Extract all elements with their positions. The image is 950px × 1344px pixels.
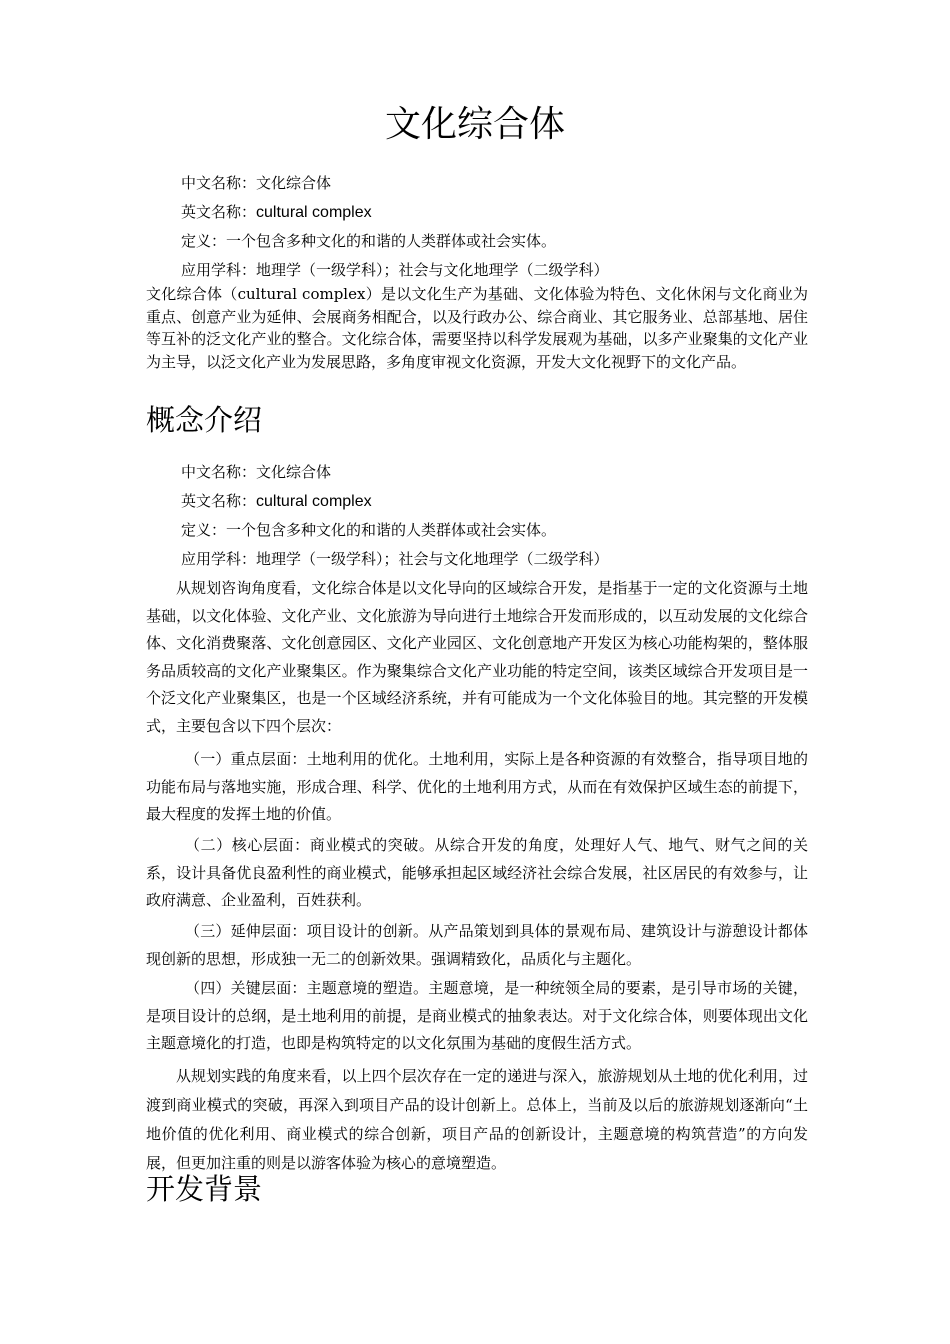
discipline-value: 地理学（一级学科）；社会与文化地理学（二级学科）	[256, 550, 609, 568]
chinese-name-line	[181, 173, 331, 193]
concept-paragraph: （三）延伸层面：项目设计的创新。从产品策划到具体的景观布局、建筑设计与游憩设计都体现创新的思想，形成独一无二的创新效果。强调精致化，品质化与主题化。	[146, 922, 808, 968]
definition-value: 一个包含多种文化的和谐的人类群体或社会实体。	[226, 232, 557, 250]
definition-label: 定义：	[181, 521, 227, 539]
chinese-name-label: 中文名称：	[181, 174, 257, 192]
section-heading-background: 开发背景	[146, 1172, 263, 1206]
intro-paragraph: 文化综合体（cultural complex）是以文化生产为基础、文化体验为特色、文化休闲与文化商业为重点、创意产业为延伸、会展商务相配合，以及行政办公、综合商业、其它服务业、总部基地、居住等互补的泛文化产业的整合。文化综合体，需要坚持以科学发展观为基础，以多产业聚集的文化产业为主导，以泛文化产业为发展思路，多角度审视文化资源，开发大文化视野下的文化产品。	[146, 285, 808, 371]
discipline-line	[181, 549, 609, 569]
definition-line	[181, 231, 556, 251]
english-name-line	[181, 491, 372, 512]
discipline-label: 应用学科：	[181, 550, 257, 568]
discipline-value: 地理学（一级学科）；社会与文化地理学（二级学科）	[256, 261, 609, 279]
definition-value: 一个包含多种文化的和谐的人类群体或社会实体。	[226, 521, 557, 539]
concept-paragraph: 从规划实践的角度来看，以上四个层次存在一定的递进与深入，旅游规划从土地的优化利用，过渡到商业模式的突破，再深入到项目产品的设计创新上。总体上，当前及以后的旅游规划逐渐向“土地价值的优化利用、商业模式的综合创新，项目产品的创新设计，主题意境的构筑营造”的方向发展，但更加注重的则是以游客体验为核心的意境塑造。	[146, 1067, 808, 1172]
discipline-label: 应用学科：	[181, 261, 257, 279]
concept-paragraph: （四）关键层面：主题意境的塑造。主题意境，是一种统领全局的要素，是引导市场的关键，是项目设计的总纲，是土地利用的前提，是商业模式的抽象表达。对于文化综合体，则要体现出文化主题意境化的打造，也即是构筑特定的以文化氛围为基础的度假生活方式。	[146, 979, 808, 1052]
english-name-label: 英文名称：	[181, 492, 257, 510]
concept-paragraph: （二）核心层面：商业模式的突破。从综合开发的角度，处理好人气、地气、财气之间的关系，设计具备优良盈利性的商业模式，能够承担起区域经济社会综合发展，社区居民的有效参与，让政府满意、企业盈利，百姓获利。	[146, 836, 808, 909]
concept-paragraph: 从规划咨询角度看，文化综合体是以文化导向的区域综合开发，是指基于一定的文化资源与土地基础，以文化体验、文化产业、文化旅游为导向进行土地综合开发而形成的，以互动发展的文化综合体、文化消费聚落、文化创意园区、文化产业园区、文化创意地产开发区为核心功能构架的，整体服务品质较高的文化产业聚集区。作为聚集综合文化产业功能的特定空间，该类区域综合开发项目是一个泛文化产业聚集区，也是一个区域经济系统，并有可能成为一个文化体验目的地。其完整的开发模式，主要包含以下四个层次：	[146, 579, 808, 735]
chinese-name-line	[181, 462, 331, 482]
page-title: 文化综合体	[384, 104, 565, 145]
definition-line	[181, 520, 556, 540]
section-heading-concept: 概念介绍	[146, 403, 263, 437]
concept-paragraph: （一）重点层面：土地利用的优化。土地利用，实际上是各种资源的有效整合，指导项目地的功能布局与落地实施，形成合理、科学、优化的土地利用方式，从而在有效保护区域生态的前提下，最大程度的发挥土地的价值。	[146, 750, 808, 823]
english-name-value: cultural complex	[256, 493, 372, 510]
english-name-line	[181, 202, 372, 223]
chinese-name-label: 中文名称：	[181, 463, 257, 481]
english-name-label: 英文名称：	[181, 203, 257, 221]
chinese-name-value: 文化综合体	[256, 463, 332, 481]
chinese-name-value: 文化综合体	[256, 174, 332, 192]
english-name-value: cultural complex	[256, 204, 372, 221]
definition-label: 定义：	[181, 232, 227, 250]
discipline-line	[181, 260, 609, 280]
